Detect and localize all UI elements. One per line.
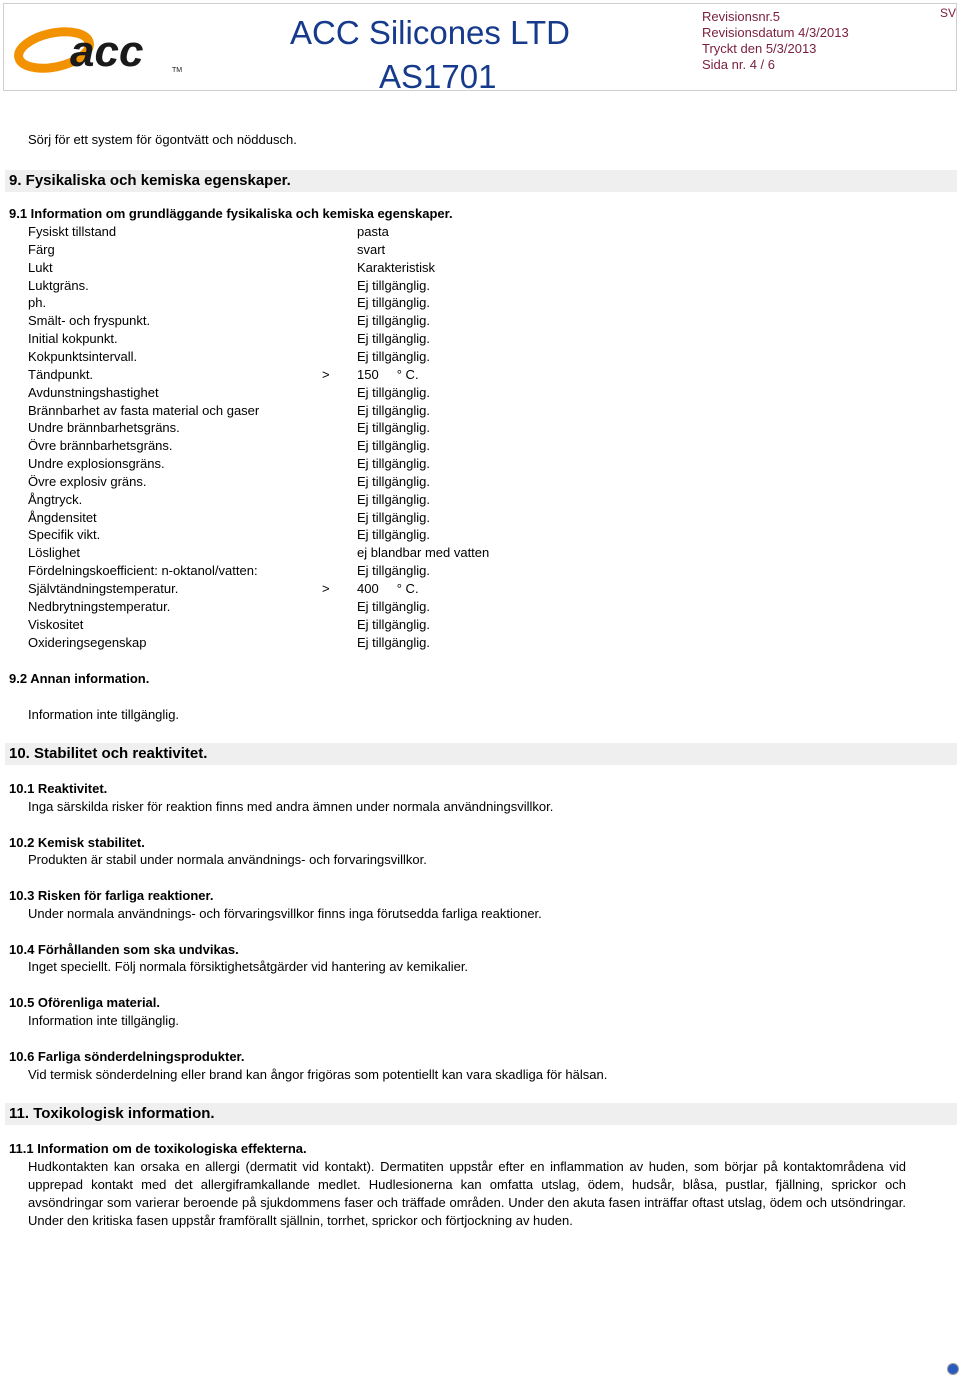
section-10-3-text: Under normala användnings- och förvaringsvillkor finns inga förutsedda farliga reaktioner. — [28, 906, 542, 921]
property-value: Karakteristisk — [357, 260, 436, 275]
logo-tm: TM — [172, 67, 183, 74]
section-9-header — [5, 170, 957, 192]
property-label: Specifik vikt. — [28, 527, 101, 542]
section-10-5-heading: 10.5 Oförenliga material. — [9, 995, 161, 1010]
property-label: Övre explosiv gräns. — [28, 474, 147, 489]
property-label: Ångdensitet — [28, 510, 97, 525]
property-value: Ej tillgänglig. — [357, 599, 430, 614]
property-value: Ej tillgänglig. — [357, 349, 430, 364]
property-label: Smält- och fryspunkt. — [28, 313, 151, 328]
revision-number: Revisionsnr.5 — [702, 9, 781, 24]
section-10-6-text: Vid termisk sönderdelning eller brand kan ångor frigöras som potentiellt kan vara skadliga för hälsan. — [28, 1067, 608, 1082]
section-10-3-heading: 10.3 Risken för farliga reaktioner. — [9, 888, 214, 903]
section-11-title: 11. Toxikologisk information. — [9, 1105, 215, 1122]
property-label: Brännbarhet av fasta material och gaser — [28, 403, 260, 418]
section-10-2-heading: 10.2 Kemisk stabilitet. — [9, 835, 145, 850]
property-value: Ej tillgänglig. — [357, 385, 430, 400]
property-value: Ej tillgänglig. — [357, 617, 430, 632]
property-value: Ej tillgänglig. — [357, 438, 430, 453]
property-value: Ej tillgänglig. — [357, 278, 430, 293]
section-9-title: 9. Fysikaliska och kemiska egenskaper. — [9, 172, 291, 189]
property-value: svart — [357, 242, 386, 257]
property-label: Viskositet — [28, 617, 84, 632]
property-value: pasta — [357, 224, 389, 239]
property-value: Ej tillgänglig. — [357, 313, 430, 328]
property-value: Ej tillgänglig. — [357, 331, 430, 346]
property-value: Ej tillgänglig. — [357, 527, 430, 542]
property-value: Ej tillgänglig. — [357, 492, 430, 507]
section-11-header — [5, 1103, 957, 1125]
property-value: Ej tillgänglig. — [357, 563, 430, 578]
property-label: Självtändningstemperatur. — [28, 581, 179, 596]
revision-meta — [702, 9, 849, 73]
section-10-1-text: Inga särskilda risker för reaktion finns med andra ämnen under normala användningsvillkor. — [28, 799, 554, 814]
section-10-header — [5, 743, 957, 765]
property-label: Ångtryck. — [28, 492, 83, 507]
property-label: Avdunstningshastighet — [28, 385, 159, 400]
property-value: ej blandbar med vatten — [357, 545, 490, 560]
property-label: Fysiskt tillstand — [28, 224, 117, 239]
section-10-4-text: Inget speciellt. Följ normala försiktighetsåtgärder vid hantering av kemikalier. — [28, 959, 469, 974]
section-10-6-heading: 10.6 Farliga sönderdelningsprodukter. — [9, 1049, 245, 1064]
section-10-4-heading: 10.4 Förhållanden som ska undvikas. — [9, 942, 239, 957]
property-label: Kokpunktsintervall. — [28, 349, 138, 364]
property-value: Ej tillgänglig. — [357, 420, 430, 435]
section-10-1-heading: 10.1 Reaktivitet. — [9, 781, 108, 796]
property-operator: > — [322, 367, 330, 382]
property-label: Initial kokpunkt. — [28, 331, 118, 346]
property-value: Ej tillgänglig. — [357, 635, 430, 650]
document-header — [3, 3, 957, 95]
property-label: Övre brännbarhetsgräns. — [28, 438, 173, 453]
property-label: Lukt — [28, 260, 53, 275]
property-label: Löslighet — [28, 545, 81, 560]
page-number: Sida nr. 4 / 6 — [702, 57, 775, 72]
property-value: Ej tillgänglig. — [357, 403, 430, 418]
property-label: Fördelningskoefficient: n-oktanol/vatten: — [28, 563, 258, 578]
product-code: AS1701 — [379, 58, 497, 95]
section-10-2-text: Produkten är stabil under normala användnings- och forvaringsvillkor. — [28, 852, 427, 867]
property-label: Nedbrytningstemperatur. — [28, 599, 171, 614]
company-name: ACC Silicones LTD — [290, 14, 570, 51]
property-label: Undre brännbarhetsgräns. — [28, 420, 180, 435]
property-value: 150 ° C. — [357, 367, 419, 382]
property-label: Tändpunkt. — [28, 367, 94, 382]
logo-text: acc — [70, 27, 144, 76]
print-date: Tryckt den 5/3/2013 — [702, 41, 817, 56]
section-9-1-heading: 9.1 Information om grundläggande fysikaliska och kemiska egenskaper. — [9, 206, 453, 221]
property-operator: > — [322, 581, 330, 596]
section-11-1-text: Hudkontakten kan orsaka en allergi (dermatit vid kontakt). Dermatiten uppstår efter en inflammation av huden, som börjar på kontaktområdena vid upprepad kontakt med det allergiframkallande medlet. Hudlesionerna kan omfatta utslag, ödem, hudsår, blåsa, pustlar, fjällning, sprickor och avsöndringar som varierar beroende på sjukdommens faser och träffade områden. Under den akuta fasen inträffar oftast utslag, ödem och utsöndringar. Under den kritiska fasen uppstår framförallt själlnin, torrhet, sprickor och förtjockning av huden. — [28, 1159, 906, 1228]
section-11-1-heading: 11.1 Information om de toxikologiska effekterna. — [9, 1141, 307, 1156]
property-value: Ej tillgänglig. — [357, 456, 430, 471]
section-9-2-text: Information inte tillgänglig. — [28, 707, 180, 722]
section-10-5-text: Information inte tillgänglig. — [28, 1013, 180, 1028]
language-code: SV — [940, 6, 957, 20]
intro-line: Sörj för ett system för ögontvätt och nöddusch. — [28, 132, 297, 147]
acc-logo — [14, 20, 194, 78]
property-label: ph. — [28, 295, 47, 310]
corner-badge-icon — [947, 1363, 959, 1375]
property-label: Färg — [28, 242, 55, 257]
property-value: Ej tillgänglig. — [357, 474, 430, 489]
property-value: Ej tillgänglig. — [357, 295, 430, 310]
property-value: 400 ° C. — [357, 581, 419, 596]
property-value: Ej tillgänglig. — [357, 510, 430, 525]
section-9-2-heading: 9.2 Annan information. — [9, 671, 150, 686]
revision-date: Revisionsdatum 4/3/2013 — [702, 25, 849, 40]
property-label: Luktgräns. — [28, 278, 89, 293]
property-label: Oxideringsegenskap — [28, 635, 147, 650]
property-label: Undre explosionsgräns. — [28, 456, 165, 471]
section-10-title: 10. Stabilitet och reaktivitet. — [9, 745, 208, 762]
